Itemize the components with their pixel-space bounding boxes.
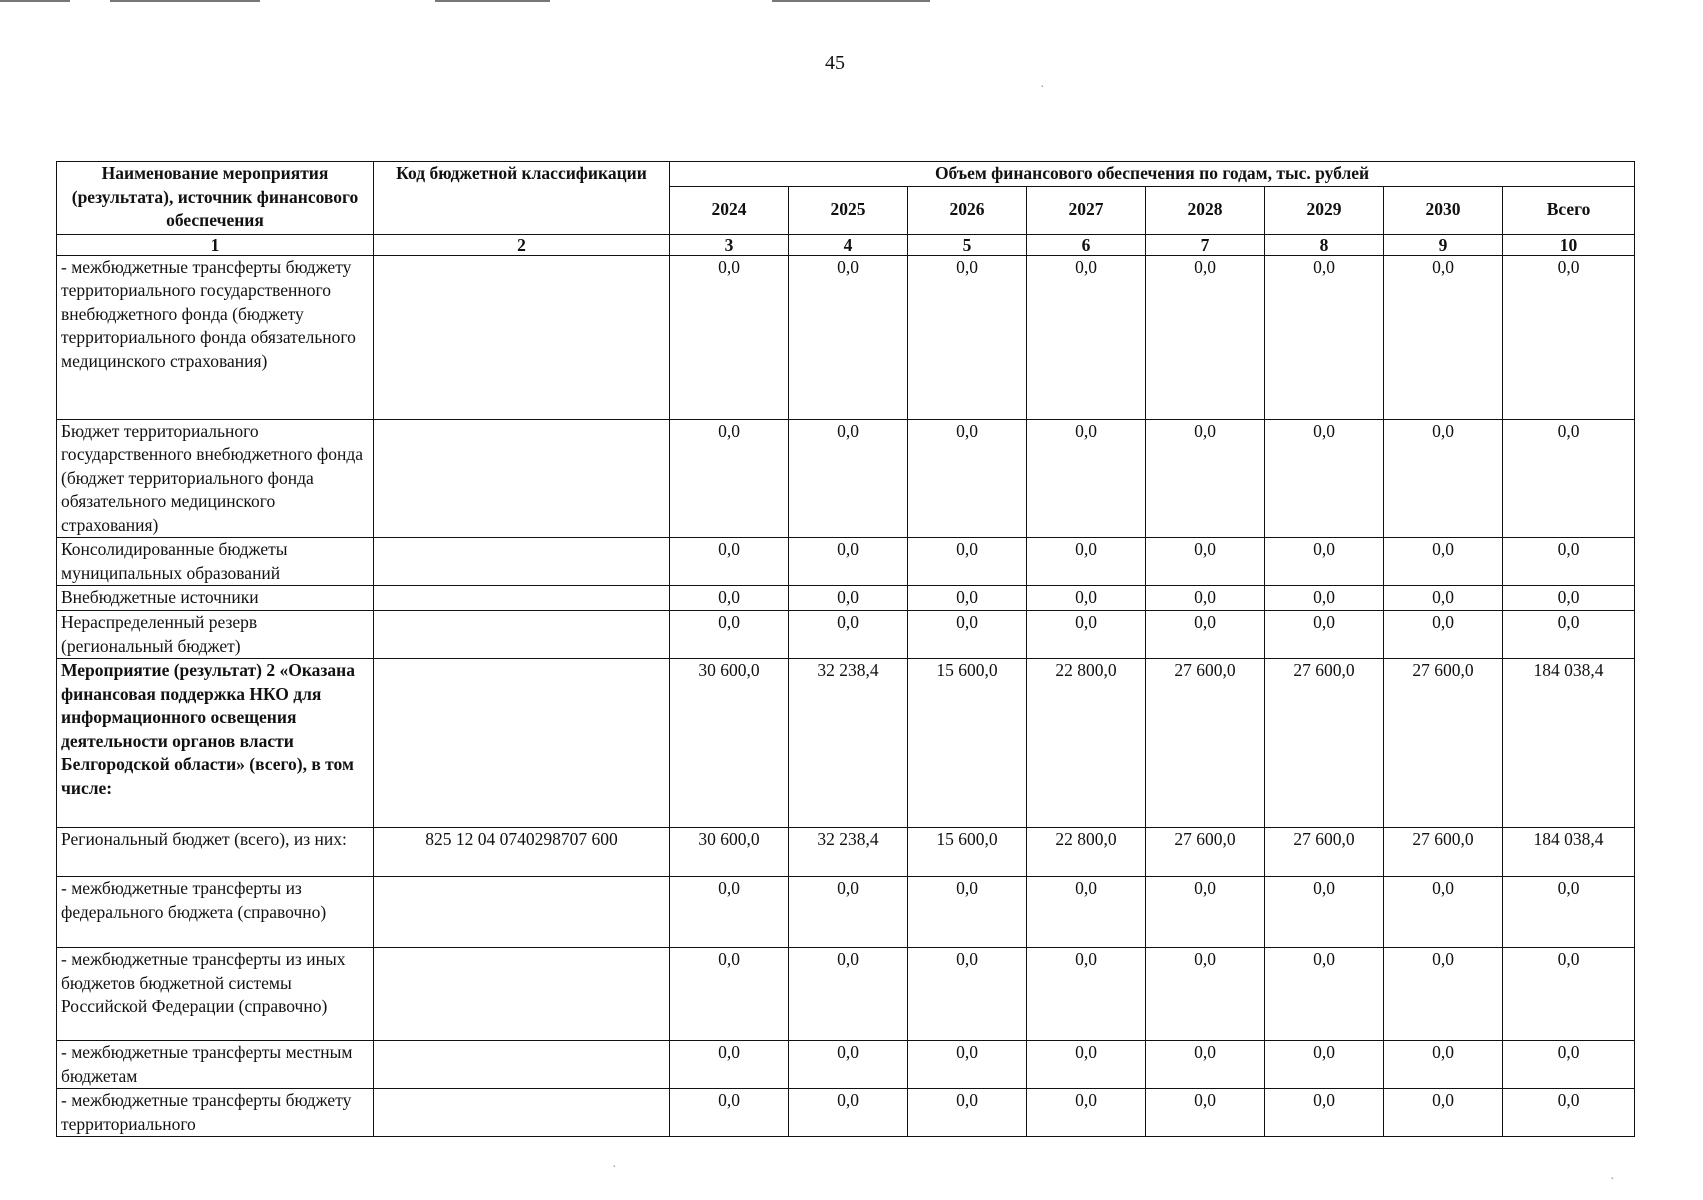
table-row <box>57 1089 1635 1137</box>
header-financing-group: Объем финансового обеспечения по годам, тыс. рублей <box>670 162 1635 187</box>
row-value-cell: 0,0 <box>1503 877 1635 948</box>
row-code-cell <box>374 659 670 828</box>
row-value-cell: 0,0 <box>1503 419 1635 538</box>
row-value-cell: 27 600,0 <box>1384 659 1503 828</box>
row-value-cell: 0,0 <box>908 419 1027 538</box>
table-row <box>57 828 1635 877</box>
header-year-3: 2027 <box>1027 186 1146 234</box>
row-value-cell: 15 600,0 <box>908 659 1027 828</box>
row-value-cell: 0,0 <box>1265 1089 1384 1137</box>
row-value-cell: 27 600,0 <box>1146 828 1265 877</box>
row-value-cell: 0,0 <box>789 538 908 586</box>
row-code-cell <box>374 1041 670 1089</box>
table-row <box>57 659 1635 828</box>
row-value-cell: 0,0 <box>1265 611 1384 659</box>
financing-table <box>56 161 1635 1137</box>
row-value-cell: 30 600,0 <box>670 659 789 828</box>
row-value-cell: 0,0 <box>1384 538 1503 586</box>
row-value-cell: 0,0 <box>1027 1041 1146 1089</box>
row-value-cell: 0,0 <box>1146 611 1265 659</box>
row-code-cell <box>374 538 670 586</box>
row-value-cell: 0,0 <box>1265 538 1384 586</box>
row-value-cell: 0,0 <box>789 255 908 419</box>
row-value-cell: 0,0 <box>1384 1041 1503 1089</box>
row-value-cell: 0,0 <box>908 877 1027 948</box>
row-value-cell: 0,0 <box>1027 419 1146 538</box>
row-value-cell: 0,0 <box>1027 255 1146 419</box>
row-code-cell <box>374 877 670 948</box>
row-value-cell: 0,0 <box>1503 948 1635 1041</box>
row-value-cell: 27 600,0 <box>1265 659 1384 828</box>
row-value-cell: 0,0 <box>789 611 908 659</box>
row-value-cell: 0,0 <box>1265 948 1384 1041</box>
table-row <box>57 419 1635 538</box>
column-number: 6 <box>1027 234 1146 255</box>
header-name-column: Наименование мероприятия (результата), источник финансового обеспечения <box>57 162 374 235</box>
row-value-cell: 0,0 <box>1027 586 1146 611</box>
row-value-cell: 22 800,0 <box>1027 659 1146 828</box>
row-value-cell: 22 800,0 <box>1027 828 1146 877</box>
table-row <box>57 586 1635 611</box>
row-value-cell: 0,0 <box>670 948 789 1041</box>
row-value-cell: 0,0 <box>908 538 1027 586</box>
header-year-2: 2026 <box>908 186 1027 234</box>
row-value-cell: 0,0 <box>789 948 908 1041</box>
row-value-cell: 0,0 <box>1027 611 1146 659</box>
column-number: 5 <box>908 234 1027 255</box>
scan-edge-line <box>435 0 550 2</box>
row-code-cell <box>374 1089 670 1137</box>
row-name-cell: Региональный бюджет (всего), из них: <box>57 828 374 877</box>
row-value-cell: 0,0 <box>908 586 1027 611</box>
row-value-cell: 184 038,4 <box>1503 659 1635 828</box>
row-name-cell: Бюджет территориального государственного внебюджетного фонда (бюджет территориального фонда обязательного медицинского страхования) <box>57 419 374 538</box>
row-value-cell: 0,0 <box>908 1089 1027 1137</box>
table-row <box>57 611 1635 659</box>
row-value-cell: 0,0 <box>789 419 908 538</box>
row-name-cell: Внебюджетные источники <box>57 586 374 611</box>
column-number: 9 <box>1384 234 1503 255</box>
row-value-cell: 0,0 <box>789 1089 908 1137</box>
column-number: 4 <box>789 234 908 255</box>
row-value-cell: 0,0 <box>1384 255 1503 419</box>
row-value-cell: 0,0 <box>1384 948 1503 1041</box>
row-value-cell: 0,0 <box>670 877 789 948</box>
scan-edge-line <box>772 0 930 2</box>
column-number: 8 <box>1265 234 1384 255</box>
row-value-cell: 0,0 <box>1384 586 1503 611</box>
header-year-6: 2030 <box>1384 186 1503 234</box>
row-value-cell: 0,0 <box>670 419 789 538</box>
page-number: 45 <box>825 52 845 74</box>
row-name-cell: Мероприятие (результат) 2 «Оказана финансовая поддержка НКО для информационного освещения деятельности органов власти Белгородской области» (всего), в том числе: <box>57 659 374 828</box>
column-number: 2 <box>374 234 670 255</box>
row-name-cell: - межбюджетные трансферты из федерального бюджета (справочно) <box>57 877 374 948</box>
row-value-cell: 0,0 <box>1027 877 1146 948</box>
row-value-cell: 184 038,4 <box>1503 828 1635 877</box>
header-year-4: 2028 <box>1146 186 1265 234</box>
row-value-cell: 0,0 <box>1503 1041 1635 1089</box>
row-value-cell: 0,0 <box>1265 419 1384 538</box>
row-value-cell: 0,0 <box>670 611 789 659</box>
row-code-cell <box>374 255 670 419</box>
table-row <box>57 877 1635 948</box>
row-value-cell: 0,0 <box>670 1089 789 1137</box>
column-number: 3 <box>670 234 789 255</box>
row-value-cell: 32 238,4 <box>789 659 908 828</box>
row-value-cell: 0,0 <box>670 586 789 611</box>
row-value-cell: 0,0 <box>670 538 789 586</box>
row-value-cell: 0,0 <box>1384 419 1503 538</box>
row-code-cell <box>374 586 670 611</box>
row-name-cell: - межбюджетные трансферты бюджету территориального <box>57 1089 374 1137</box>
row-value-cell: 0,0 <box>670 1041 789 1089</box>
row-value-cell: 0,0 <box>908 255 1027 419</box>
row-value-cell: 0,0 <box>1265 1041 1384 1089</box>
column-number: 10 <box>1503 234 1635 255</box>
row-value-cell: 0,0 <box>908 1041 1027 1089</box>
row-value-cell: 27 600,0 <box>1146 659 1265 828</box>
row-value-cell: 27 600,0 <box>1265 828 1384 877</box>
row-value-cell: 0,0 <box>1265 877 1384 948</box>
scan-dot: · <box>612 1160 617 1175</box>
row-value-cell: 0,0 <box>1027 538 1146 586</box>
row-value-cell: 27 600,0 <box>1384 828 1503 877</box>
row-code-cell <box>374 419 670 538</box>
row-value-cell: 0,0 <box>1503 611 1635 659</box>
header-year-7: Всего <box>1503 186 1635 234</box>
row-value-cell: 0,0 <box>1265 255 1384 419</box>
scan-edge-line <box>110 0 260 2</box>
row-value-cell: 0,0 <box>1384 1089 1503 1137</box>
row-name-cell: Консолидированные бюджеты муниципальных образований <box>57 538 374 586</box>
header-year-1: 2025 <box>789 186 908 234</box>
row-code-cell: 825 12 04 0740298707 600 <box>374 828 670 877</box>
row-value-cell: 0,0 <box>789 1041 908 1089</box>
table-row <box>57 1041 1635 1089</box>
row-value-cell: 0,0 <box>1265 586 1384 611</box>
row-value-cell: 0,0 <box>1384 611 1503 659</box>
row-value-cell: 0,0 <box>1503 255 1635 419</box>
row-value-cell: 0,0 <box>1027 1089 1146 1137</box>
column-number: 7 <box>1146 234 1265 255</box>
row-value-cell: 0,0 <box>1027 948 1146 1041</box>
row-value-cell: 0,0 <box>1503 586 1635 611</box>
row-value-cell: 0,0 <box>1146 586 1265 611</box>
row-code-cell <box>374 611 670 659</box>
header-year-0: 2024 <box>670 186 789 234</box>
row-name-cell: Нераспределенный резерв (региональный бюджет) <box>57 611 374 659</box>
row-value-cell: 0,0 <box>1503 1089 1635 1137</box>
row-value-cell: 0,0 <box>1146 1089 1265 1137</box>
row-value-cell: 0,0 <box>1384 877 1503 948</box>
row-value-cell: 0,0 <box>1146 948 1265 1041</box>
row-name-cell: - межбюджетные трансферты бюджету территориального государственного внебюджетного фонда (бюджету территориального фонда обязательного медицинского страхования) <box>57 255 374 419</box>
table-row <box>57 948 1635 1041</box>
scan-dot: · <box>1040 80 1045 95</box>
row-value-cell: 0,0 <box>1146 419 1265 538</box>
row-value-cell: 0,0 <box>908 948 1027 1041</box>
row-value-cell: 0,0 <box>1146 877 1265 948</box>
row-code-cell <box>374 948 670 1041</box>
row-value-cell: 30 600,0 <box>670 828 789 877</box>
scan-edge-line <box>0 0 70 2</box>
row-name-cell: - межбюджетные трансферты из иных бюджетов бюджетной системы Российской Федерации (справочно) <box>57 948 374 1041</box>
row-value-cell: 0,0 <box>789 877 908 948</box>
row-name-cell: - межбюджетные трансферты местным бюджетам <box>57 1041 374 1089</box>
row-value-cell: 0,0 <box>1146 538 1265 586</box>
table-row <box>57 538 1635 586</box>
row-value-cell: 0,0 <box>1146 1041 1265 1089</box>
header-code-column: Код бюджетной классификации <box>374 162 670 235</box>
row-value-cell: 15 600,0 <box>908 828 1027 877</box>
row-value-cell: 0,0 <box>670 255 789 419</box>
header-year-5: 2029 <box>1265 186 1384 234</box>
row-value-cell: 0,0 <box>908 611 1027 659</box>
scan-dot: · <box>1610 1172 1615 1187</box>
table-row <box>57 255 1635 419</box>
row-value-cell: 0,0 <box>1503 538 1635 586</box>
row-value-cell: 32 238,4 <box>789 828 908 877</box>
column-number: 1 <box>57 234 374 255</box>
row-value-cell: 0,0 <box>789 586 908 611</box>
row-value-cell: 0,0 <box>1146 255 1265 419</box>
